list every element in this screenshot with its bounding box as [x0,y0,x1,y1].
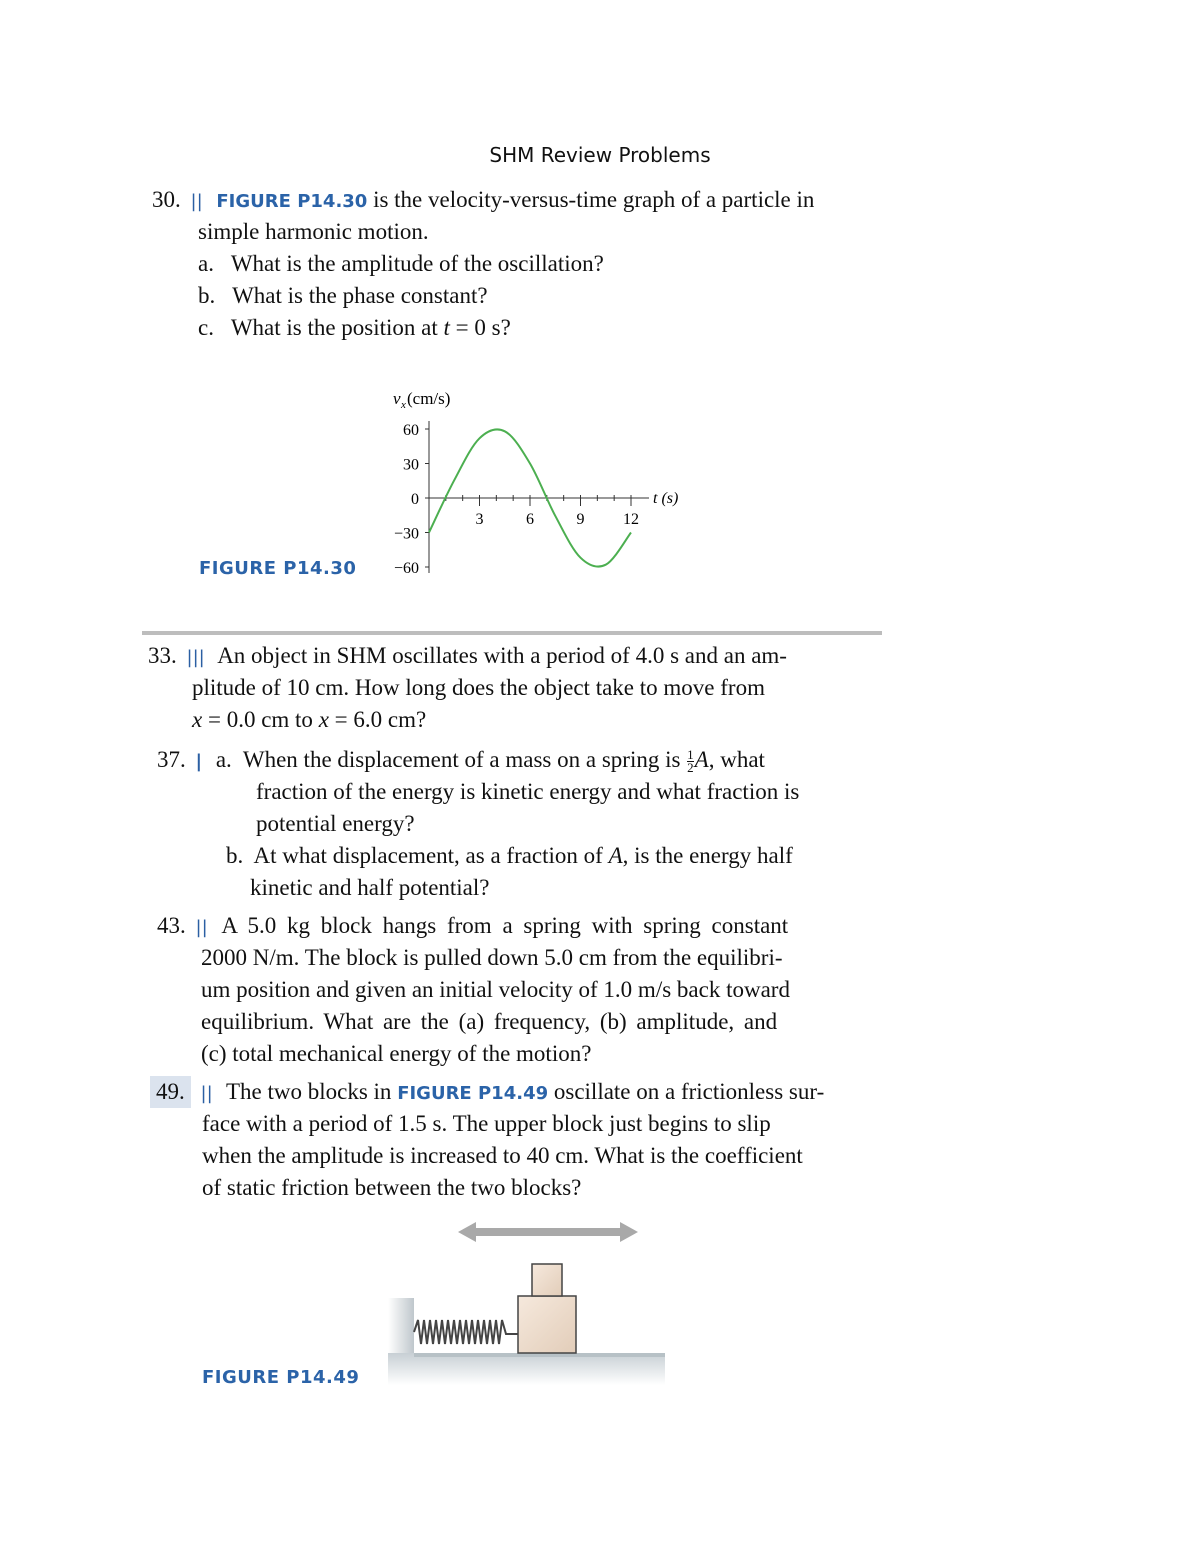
x-tick-label: 3 [475,511,484,528]
y-tick-label: 0 [411,491,419,508]
problem-33-line-1 [148,640,787,674]
y-axis-label [393,389,450,411]
problem-text: When the displacement of a mass on a spring is [242,747,687,772]
figure-caption-p14-30: FIGURE P14.30 [199,558,357,579]
problem-number: 49. [150,1076,191,1108]
variable: x [192,707,203,732]
problem-33-line-3 [192,704,426,736]
problem-number: 43. [157,913,186,938]
question-a [198,248,604,280]
x-axis-label: t (s) [653,490,679,507]
question-label: a. [215,747,232,772]
problem-37-b [226,840,793,872]
problem-text: (c) total mechanical energy of the motion? [201,1041,592,1066]
variable: A [608,843,623,868]
difficulty-marker: || [190,191,203,212]
problem-text: simple harmonic motion. [198,219,429,244]
variable: A [694,747,709,772]
question-b [198,280,488,312]
problem-text: , what [708,747,765,772]
problem-30-line-1 [152,184,814,218]
question-label: a. [198,251,214,276]
problem-number: 33. [148,643,177,668]
problem-text: of static friction between the two blocks? [202,1175,582,1200]
question-label: b. [198,283,216,308]
problem-text: The two blocks in [225,1079,398,1104]
y-axis-sub: x [401,399,406,411]
difficulty-marker: || [195,917,208,938]
figure-reference: FIGURE P14.49 [397,1083,549,1104]
x-tick-label: 6 [526,511,534,528]
problem-text: fraction of the energy is kinetic energy and what fraction is [256,779,800,804]
problem-text: 2000 N/m. The block is pulled down 5.0 cm from the equilibri- [201,945,783,970]
lower-block [518,1296,576,1353]
problem-text: plitude of 10 cm. How long does the object take to move from [192,675,765,700]
problem-37-line-1 [157,744,765,778]
problem-text: when the amplitude is increased to 40 cm. What is the coefficient [202,1143,803,1168]
fraction-one-half: $\frac{1}{2}$ [687,747,694,776]
problem-text: , is the energy half [622,843,793,868]
problem-text: oscillate on a frictionless sur- [548,1079,825,1104]
problem-text: = 6.0 cm? [328,707,427,732]
problem-text: A 5.0 kg block hangs from a spring with spring constant [221,913,789,938]
x-tick-label: 12 [623,511,639,528]
question-text: What is the position at [230,315,444,340]
upper-block [532,1264,562,1296]
y-tick-label: 60 [403,422,419,439]
question-label: b. [226,843,244,868]
question-c [198,312,511,344]
difficulty-marker: || [200,1083,213,1104]
y-axis-var: v [393,389,401,408]
variable: x [318,707,329,732]
problem-text: = 0.0 cm to [202,707,319,732]
problem-text: kinetic and half potential? [250,875,490,900]
problem-text: um position and given an initial velocity of 1.0 m/s back toward [201,977,790,1002]
problem-text: potential energy? [256,811,415,836]
velocity-time-graph [360,382,700,582]
difficulty-marker: | [195,751,203,772]
problem-number: 37. [157,747,186,772]
double-arrow-icon [458,1222,638,1242]
problem-43-line-1 [157,910,867,944]
problem-49-line-1 [150,1076,824,1110]
page-title: SHM Review Problems [489,143,711,167]
spring [414,1320,518,1344]
question-text: = 0 s? [449,315,511,340]
problem-text: is the velocity-versus-time graph of a particle in [367,187,815,212]
y-axis-unit: (cm/s) [407,389,451,408]
question-text: What is the phase constant? [232,283,488,308]
two-block-spring-figure [380,1210,680,1395]
figure-reference: FIGURE P14.30 [216,191,368,212]
y-tick-label: −30 [393,525,419,543]
question-label: c. [198,315,214,340]
problem-number: 30. [152,187,181,212]
problem-text: face with a period of 1.5 s. The upper block just begins to slip [202,1111,771,1136]
problem-text: equilibrium. What are the (a) frequency, (b) amplitude, and [201,1009,778,1034]
problem-text: At what displacement, as a fraction of [253,843,609,868]
figure-caption-p14-49: FIGURE P14.49 [202,1367,360,1388]
y-tick-label: 30 [403,456,419,474]
y-tick-label: −60 [393,560,419,577]
question-text: What is the amplitude of the oscillation? [230,251,604,276]
divider [142,631,882,635]
variable: t [443,315,450,340]
floor [388,1353,665,1385]
problem-text: An object in SHM oscillates with a period of 4.0 s and an am- [217,643,787,668]
x-tick-label: 9 [576,511,585,528]
difficulty-marker: ||| [186,647,205,668]
